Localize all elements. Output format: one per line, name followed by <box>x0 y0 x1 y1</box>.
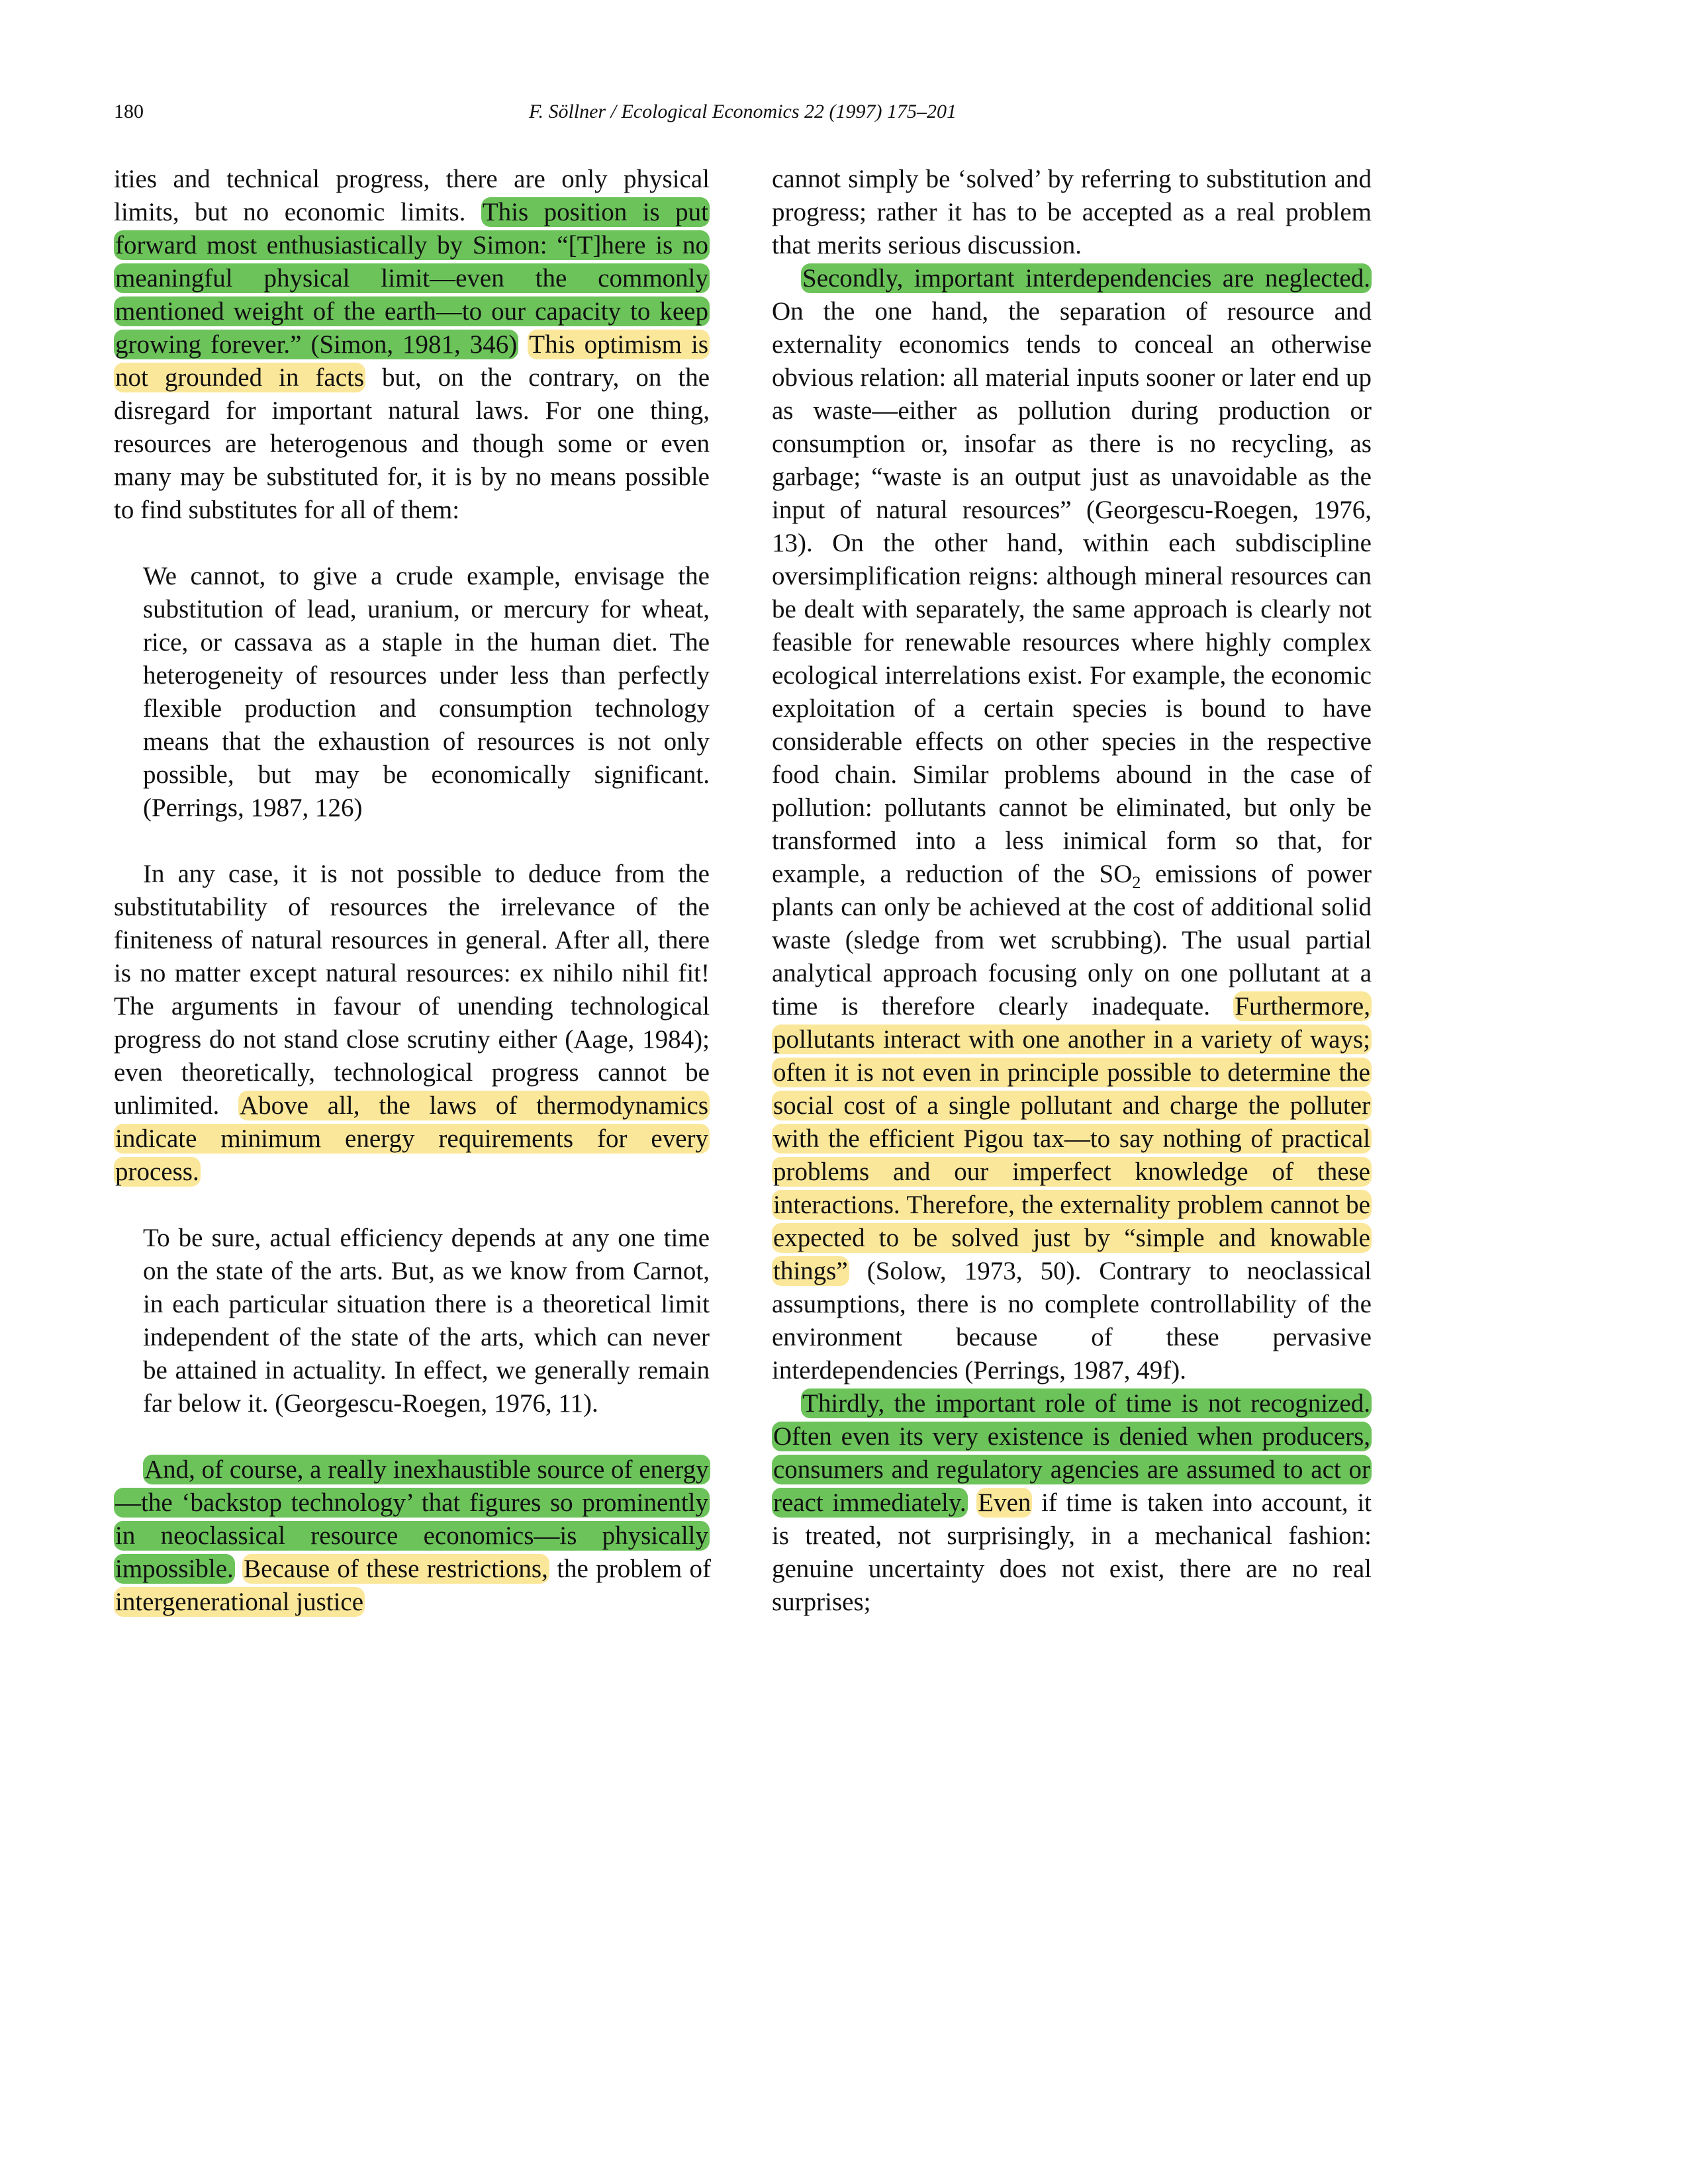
paragraph: cannot simply be ‘solved’ by referring to substitution and progress; rather it has to be accepted as a real problem that merits serious discussion. <box>772 165 1372 259</box>
green-highlight: Secondly, important interdependencies are neglected. <box>802 264 1370 293</box>
paragraph <box>114 163 710 527</box>
yellow-highlight: Because of these restrictions, <box>244 1555 548 1583</box>
paragraph <box>114 1453 710 1619</box>
yellow-highlight: Furthermore, pollutants interact with one another in a variety of ways; often it is not even in principle possible to determine the social cost of a single pollutant and charge the polluter with the efficient Pigou tax—to say nothing of practical problems and our imperfect knowledge of these interactions. Therefore, the externality problem cannot be expected to be solved just by “simple and knowable things” <box>773 992 1370 1285</box>
body-text: but, on the contrary, on the disregard for important natural laws. For one thing, resources are heterogenous and though some or even many may be substituted for, it is by no means possible to find substitutes for all of them: <box>114 363 710 524</box>
running-title: F. Söllner / Ecological Economics 22 (1997) 175–201 <box>528 101 957 122</box>
body-text: (Solow, 1973, 50). Contrary to neoclassical assumptions, there is no complete controllability of the environment because of these pervasive interdependencies (Perrings, 1987, 49f). <box>772 1257 1372 1385</box>
block-quote: We cannot, to give a crude example, envisage the substitution of lead, uranium, or mercury for wheat, rice, or cassava as a staple in the human diet. The heterogeneity of resources under less than perfectly flexible production and consumption technology means that the exhaustion of resources is not only possible, but may be economically significant. (Perrings, 1987, 126) <box>143 562 710 822</box>
left-column <box>114 163 710 1619</box>
paragraph <box>114 858 710 1189</box>
block-quote: To be sure, actual efficiency depends at any one time on the state of the arts. But, as we know from Carnot, in each particular situation there is a theoretical limit independent of the state of the arts, which can never be attained in actuality. In effect, we generally remain far below it. (Georgescu-Roegen, 1976, 11). <box>143 1224 710 1418</box>
green-highlight: Thirdly, the important role of time is not recognized. Often even its very existence is denied when producers, consumers and regulatory agencies are assumed to act or react immediately. <box>773 1389 1370 1517</box>
paragraph <box>772 262 1372 1387</box>
yellow-highlight: This optimism is not grounded in facts <box>115 330 708 392</box>
body-text: if time is taken into account, it is treated, not surprisingly, in a mechanical fashion: genuine uncertainty does not exist, there are no real surprises; <box>772 1488 1372 1616</box>
yellow-highlight: intergenerational justice <box>115 1588 364 1616</box>
body-text: emissions of power plants can only be achieved at the cost of additional solid waste (sledge from wet scrubbing). The usual partial analytical approach focusing only on one pollutant at a time is therefore clearly inadequate. <box>772 860 1372 1021</box>
paragraph <box>772 1387 1372 1619</box>
subscript: 2 <box>1132 872 1141 892</box>
page-header <box>114 101 1372 134</box>
body-text: ities and technical progress, there are only physical limits, but no economic limits. <box>114 165 710 226</box>
right-column <box>772 163 1372 1619</box>
body-text: In any case, it is not possible to deduce from the substitutability of resources the irrelevance of the finiteness of natural resources in general. After all, there is no matter except natural resources: ex nihilo nihil fit! The arguments in favour of unending technological progress do not stand close scrutiny either (Aage, 1984); even theoretically, technological progress cannot be unlimited. <box>114 860 710 1120</box>
page-number: 180 <box>114 101 144 122</box>
body-text: the problem of <box>557 1555 712 1583</box>
yellow-highlight: Even <box>978 1488 1031 1517</box>
body-text: On the one hand, the separation of resource and externality economics tends to conceal an otherwise obvious relation: all material inputs sooner or later end up as waste—either as pollution during production or consumption or, insofar as there is no recycling, as garbage; “waste is an output just as unavoidable as the input of natural resources” (Georgescu-Roegen, 1976, 13). On the other hand, within each subdiscipline oversimplification reigns: although mineral resources can be dealt with separately, the same approach is clearly not feasible for renewable resources where highly complex ecological interrelations exist. For example, the economic exploitation of a certain species is bound to have considerable effects on other species in the respective food chain. Similar problems abound in the case of pollution: pollutants cannot be eliminated, but only be transformed into a less inimical form so that, for example, a reduction of the SO <box>772 297 1372 888</box>
yellow-highlight: Above all, the laws of thermodynamics indicate minimum energy requirements for every process. <box>115 1091 708 1186</box>
green-highlight: This position is put forward most enthusiastically by Simon: “[T]here is no meaningful physical limit—even the commonly mentioned weight of the earth—to our capacity to keep growing forever.” (Simon, 1981, 346) <box>115 198 708 359</box>
green-highlight: And, of course, a really inexhaustible source of energy—the ‘backstop technology’ that figures so prominently in neoclassical resource economics—is physically impossible. <box>115 1455 709 1583</box>
